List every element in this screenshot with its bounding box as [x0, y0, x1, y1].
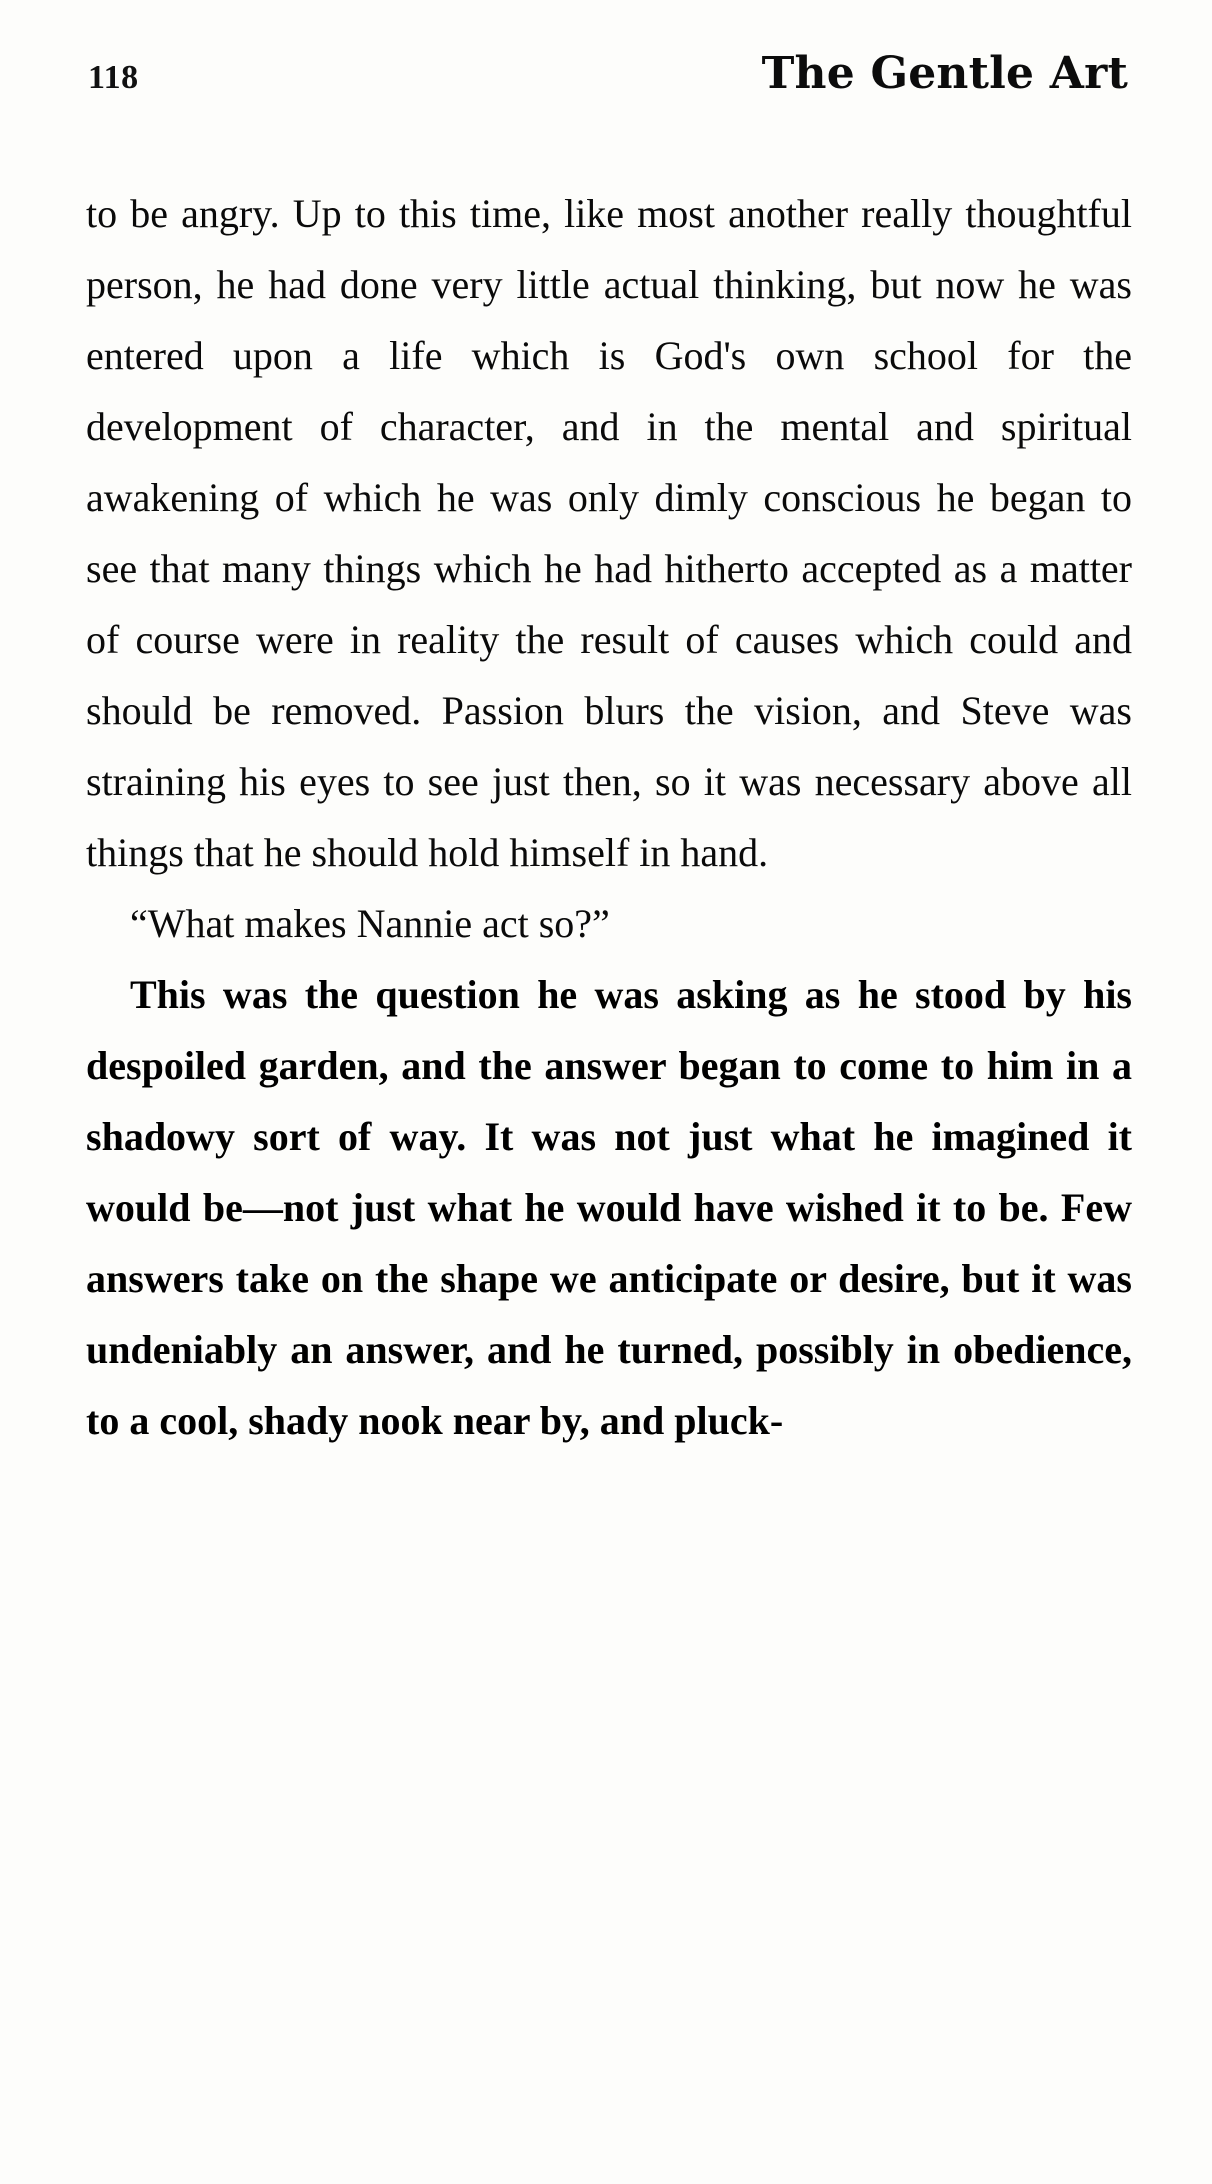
paragraph: This was the question he was asking as he stood by his despoiled garden, and the answer began to come to him in a shadowy sort of way. It was not just what he imagined it would be—not just what he would have wished it to be. Few answers take on the shape we anticipate or desire, but it was undeniably an answer, and he turned, possibly in obedience, to a cool, shady nook near by, and pluck- — [86, 972, 1132, 1443]
body-text — [86, 178, 1132, 1456]
running-head — [88, 48, 1128, 118]
page-number: 118 — [88, 59, 139, 96]
paragraph: “What makes Nannie act so?” — [130, 901, 610, 946]
running-title: The Gentle Art — [761, 48, 1128, 99]
paragraph: to be angry. Up to this time, like most another really thoughtful person, he had done very little actual thinking, but now he was entered upon a life which is God's own school for the development of character, and in the mental and spiritual awakening of which he was only dimly conscious he began to see that many things which he had hitherto accepted as a matter of course were in reality the result of causes which could and should be removed. Passion blurs the vision, and Steve was straining his eyes to see just then, so it was necessary above all things that he should hold himself in hand. — [86, 191, 1132, 875]
